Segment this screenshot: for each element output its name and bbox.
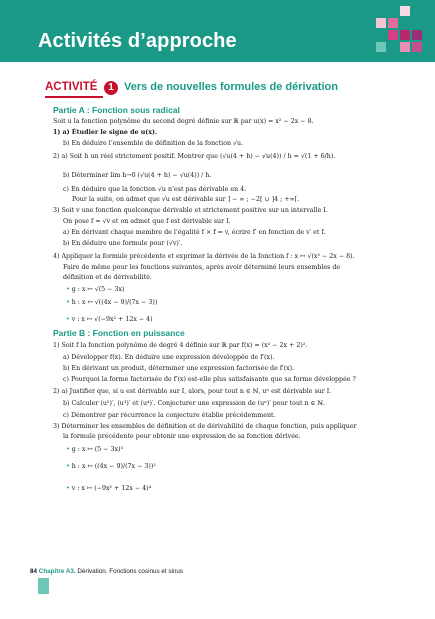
bullet-icon: • [66,316,72,323]
activity-number: 1 [104,81,118,95]
text-line: b) En dérivant un produit, déterminer une expression factorisée de f′(x). [63,365,295,372]
bullet-icon: • [66,485,72,492]
list-item-text: h : x ↦ ((4x − 9)/(7x − 3))² [71,463,156,470]
bullet-icon: • [66,286,72,293]
list-item [66,286,124,294]
bullet-icon: • [66,299,72,306]
text-line: b) En déduire une formule pour (√v)′. [63,240,183,247]
footer-decor-bar [38,578,49,594]
text-line: Soit u la fonction polynôme du second degré définie sur ℝ par u(x) = x² − 2x − 8. [53,118,314,125]
list-item [66,446,123,454]
list-item [66,299,157,307]
decor-square [400,6,410,16]
text-line: c) Pourquoi la forme factorisée de f′(x) est-elle plus satisfaisante que sa forme développée ? [63,376,356,383]
list-item-text: h : x ↦ √((4x − 9)/(7x − 3)) [71,299,158,306]
list-item-text: g : x ↦ √(5 − 3x) [71,286,125,293]
decor-square [412,30,422,40]
text-line: 2) a) Soit h un réel strictement positif. Montrer que (√u(4 + h) − √u(4)) / h = √(1 + 6/h). [53,153,336,160]
bullet-icon: • [66,446,72,453]
partA-heading: Partie A : Fonction sous radical [53,105,180,115]
chapter-label: Chapitre A3. [38,568,76,575]
activity-title: Vers de nouvelles formules de dérivation [124,81,338,93]
page-number: 84 [30,568,38,575]
decor-square [376,18,386,28]
partB-heading: Partie B : Fonction en puissance [53,328,185,338]
text-line: b) Déterminer lim h→0 (√u(4 + h) − √u(4)) / h. [63,172,212,179]
text-line: 1) Soit f la fonction polynôme de degré 4 définie sur ℝ par f(x) = (x² − 2x + 2)². [53,342,308,349]
page-footer [30,568,183,575]
list-item-text: g : x ↦ (5 − 3x)³ [71,446,123,453]
list-item-text: v : x ↦ √(−9x² + 12x − 4) [71,316,153,323]
text-line: 2) a) Justifier que, si u est dérivable sur I, alors, pour tout n ∈ ℕ, uⁿ est dérivable sur I. [53,388,332,395]
chapter-banner [0,0,435,62]
text-line: On pose f = √v et on admet que f est dérivable sur I. [63,218,231,225]
list-item [66,485,151,493]
list-item [66,316,153,324]
list-item [66,463,156,471]
bullet-icon: • [66,463,72,470]
chapter-title: Dérivation. Fonctions cosinus et sinus [77,568,184,575]
banner-title: Activités d’approche [38,30,237,52]
text-line: 3) Déterminer les ensembles de définition et de dérivabilité de chaque fonction, puis appliquer [53,423,357,430]
text-line: Faire de même pour les fonctions suivantes, après avoir déterminé leurs ensembles de [63,264,341,271]
text-line: b) Calculer (u²)′, (u³)′ et (u⁴)′. Conjecturer une expression de (uⁿ)′ pour tout n ∈ ℕ. [63,400,326,407]
text-line: c) En déduire que la fonction √u n’est pas dérivable en 4. [63,186,247,193]
activity-underline [45,96,103,98]
text-line: b) En déduire l’ensemble de définition de la fonction √u. [63,140,244,147]
decor-square [400,42,410,52]
text-line: 3) Soit v une fonction quelconque dérivable et strictement positive sur un intervalle I. [53,207,328,214]
decor-square [388,30,398,40]
text-line: c) Démontrer par récurrence la conjecture établie précédemment. [63,412,276,419]
text-line: 1) a) Étudier le signe de u(x). [53,129,158,136]
text-line: définition et de dérivabilité. [63,274,152,281]
text-line: la formule précédente pour obtenir une expression de sa fonction dérivée. [63,433,301,440]
text-line: Pour la suite, on admet que √u est dérivable sur ] − ∞ ; −2[ ∪ ]4 ; +∞[. [72,196,300,203]
text-line: a) Développer f(x). En déduire une expression développée de f′(x). [63,354,275,361]
decor-square [388,18,398,28]
decor-square [412,42,422,52]
activity-label: ACTIVITÉ [45,81,98,93]
list-item-text: v : x ↦ (−9x² + 12x − 4)⁴ [71,485,152,492]
text-line: 4) Appliquer la formule précédente et exprimer la dérivée de la fonction f : x ↦ √(x² − 2x − 8). [53,253,355,260]
text-line: a) En dérivant chaque membre de l’égalité f × f = v, écrire f′ en fonction de v′ et f. [63,229,326,236]
decor-square [376,42,386,52]
decor-square [400,30,410,40]
